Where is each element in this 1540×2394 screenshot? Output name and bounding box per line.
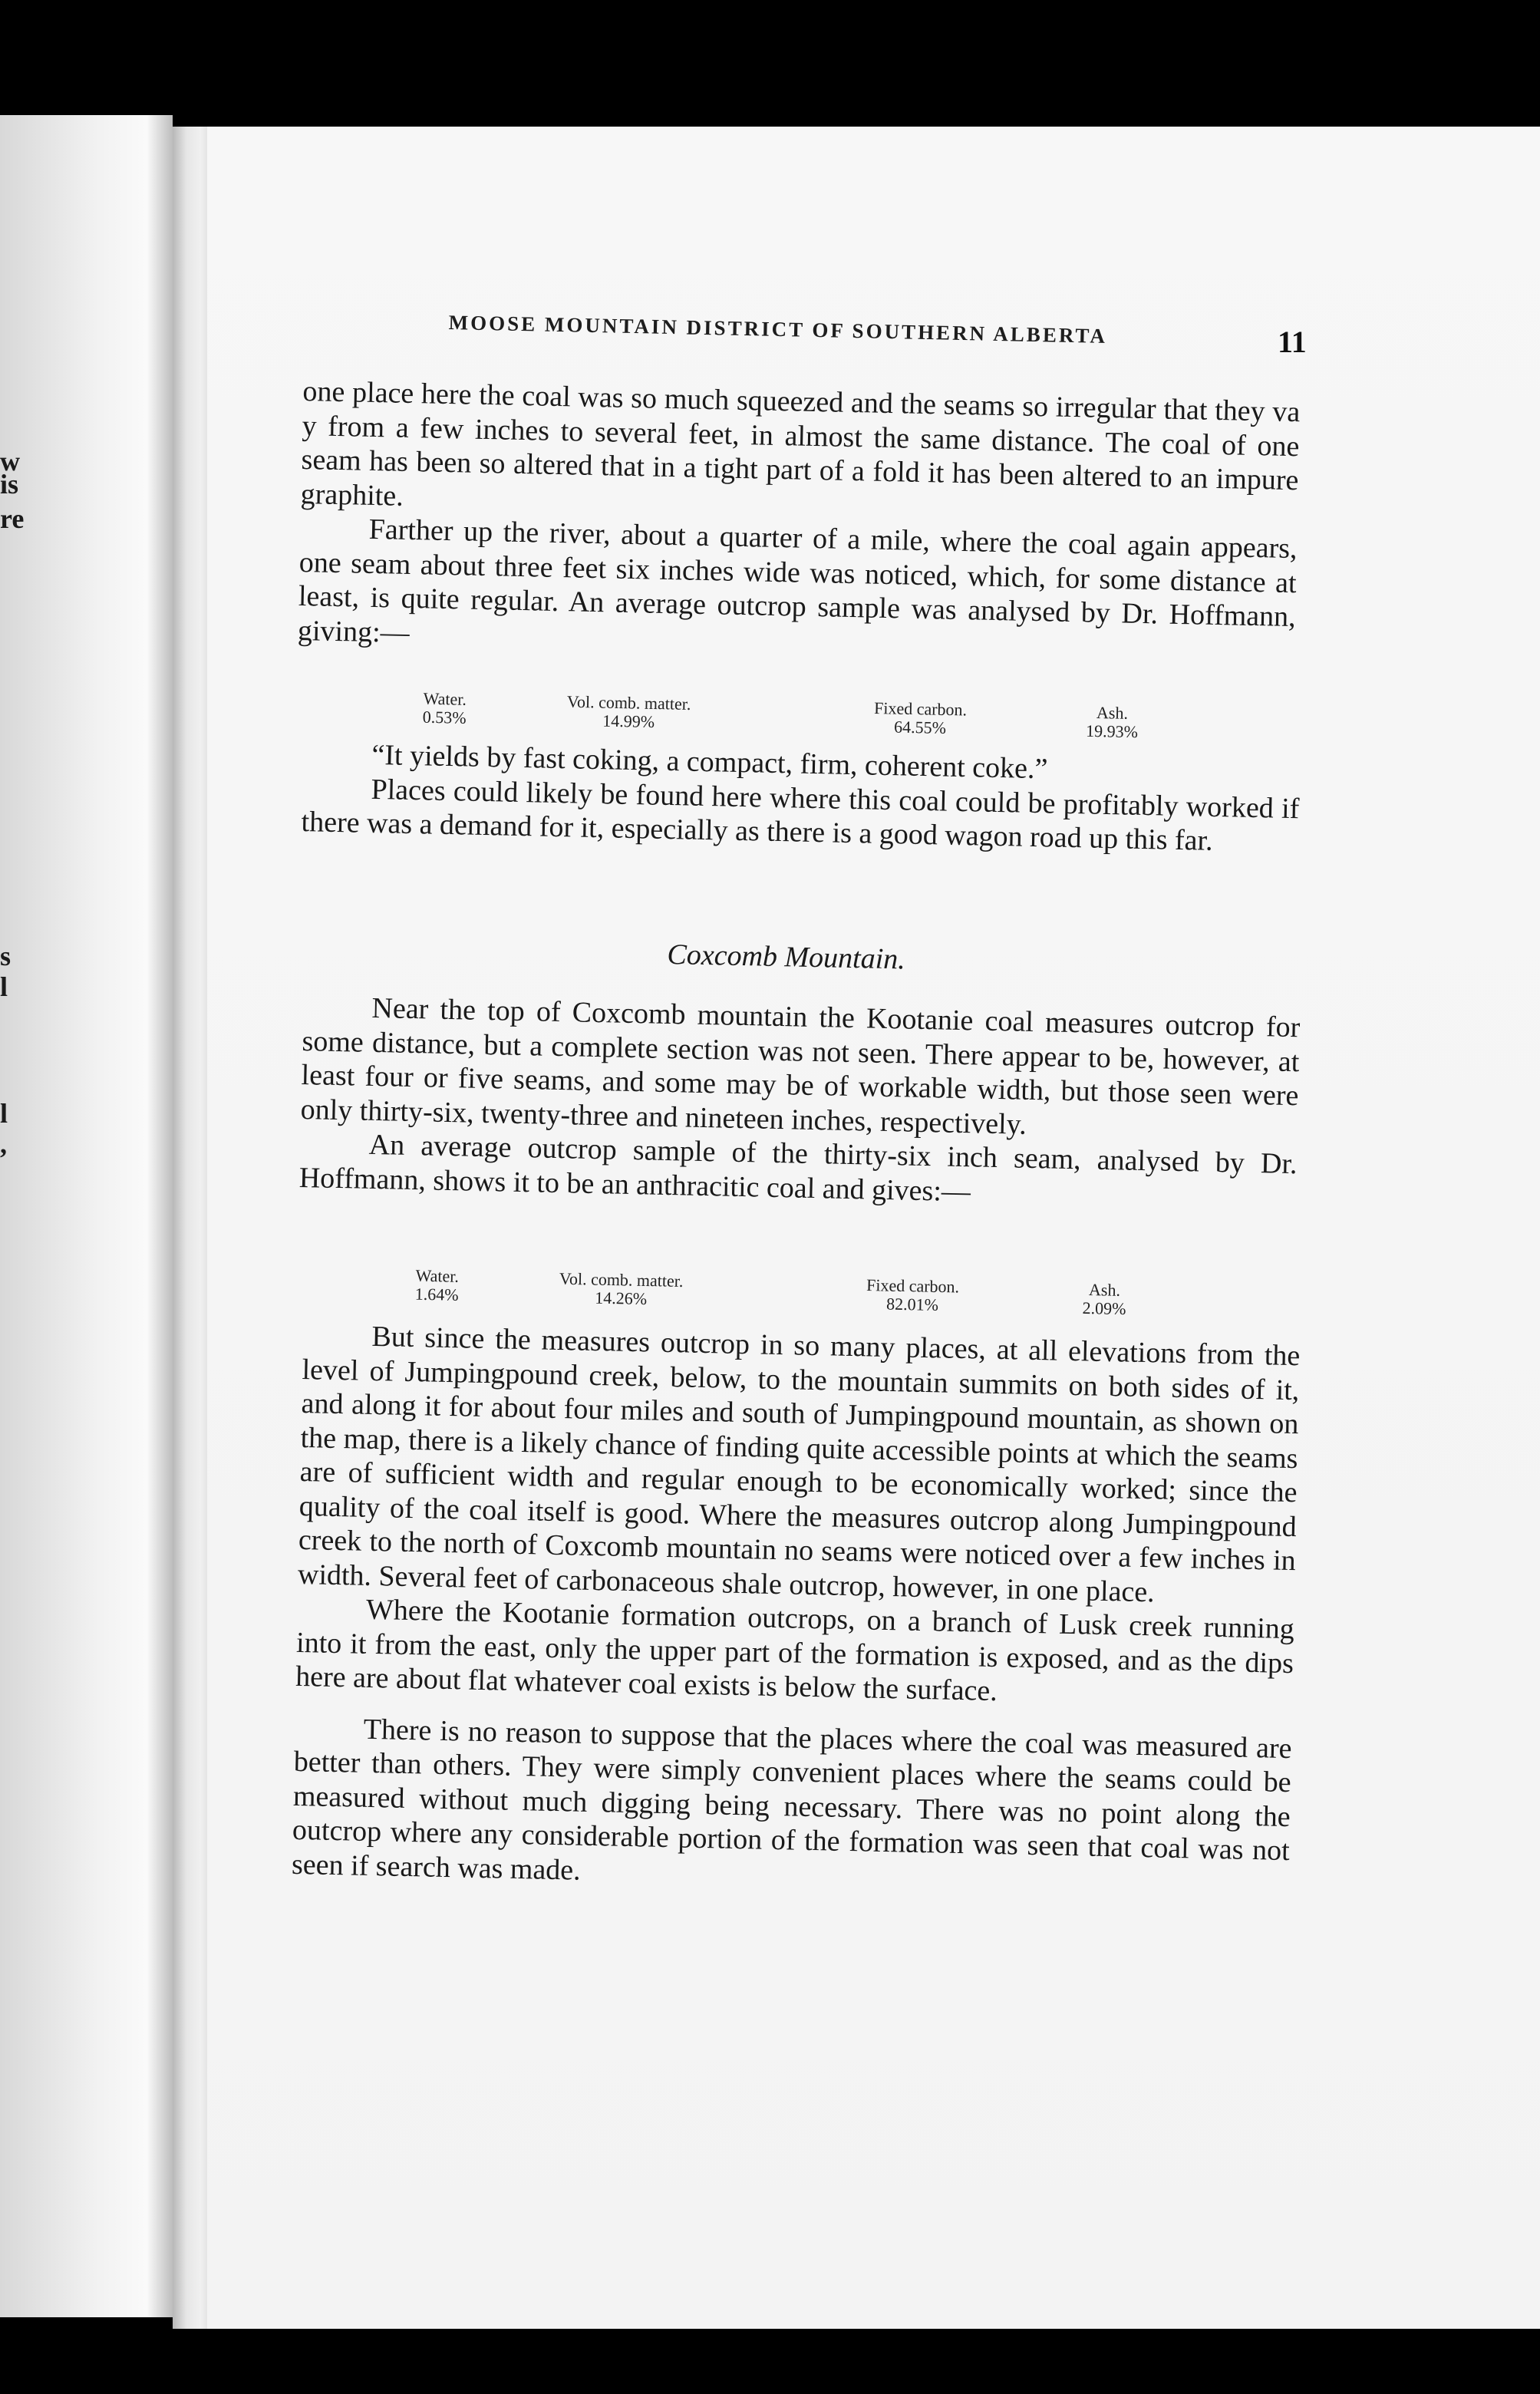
left-page-text-fragments [0, 115, 31, 2317]
analysis-value: 19.93% [1085, 721, 1139, 742]
paragraph: Places could likely be found here where this coal could be profitably worked if there was a demand for it, especially as there is a good wagon road up this far. [301, 773, 1300, 857]
paragraph: There is no reason to suppose that the places where the coal was measured are better than others. They were simply convenient places where the seams could be measured without much digging being necessary. There was no point along the outcrop where any considerable portion of the formation was seen that coal was not seen if search was made. [291, 1713, 1292, 1887]
left-fragment: s [0, 941, 12, 971]
text-block-bottom [292, 1318, 1301, 1902]
left-page [0, 115, 173, 2317]
analysis-column-vol [521, 691, 737, 733]
analysis-column-fixed [828, 698, 1013, 739]
running-header: MOOSE MOUNTAIN DISTRICT OF SOUTHERN ALBERTA [448, 311, 1108, 348]
analysis-value: 64.55% [893, 717, 947, 737]
analysis-value: 2.09% [1082, 1298, 1126, 1319]
analysis-label: Water. [423, 688, 467, 709]
analysis-label: Water. [415, 1265, 460, 1286]
paragraph: Farther up the river, about a quarter of a mile, where the coal again appears, one seam about three feet six inches wide was noticed, which, for some distance at least, is quite regular. An average outcrop sample was analysed by Dr. Hoffmann, giving:— [297, 513, 1298, 649]
analysis-value: 14.26% [595, 1288, 648, 1308]
analysis-column-fixed [820, 1275, 1005, 1316]
left-fragment: , [0, 1129, 7, 1159]
analysis-column-ash [1058, 703, 1166, 742]
analysis-label: Fixed carbon. [873, 697, 968, 720]
text-block-top [298, 374, 1301, 668]
left-fragment: is [0, 469, 19, 500]
paragraph: “It yields by fast coking, a compact, firm, coherent coke.” [371, 738, 1048, 786]
analysis-column-ash [1050, 1280, 1159, 1319]
paragraph: An average outcrop sample of the thirty-six inch seam, analysed by Dr. Hoffmann, shows it to be an anthracitic coal and gives:— [298, 1128, 1298, 1208]
text-block-middle [301, 737, 1301, 860]
analysis-column-water [398, 689, 491, 728]
analysis-value: 82.01% [885, 1294, 939, 1314]
paragraph: Where the Kootanie formation outcrops, on a branch of Lusk creek running into it from the east, only the upper part of the formation is exposed, and as the dips here are about flat whatever coal exists is below the surface. [295, 1593, 1295, 1708]
paragraph: one place here the coal was so much squeezed and the seams so irregular that they va y from a few inches to several feet, in almost the same distance. The coal of one seam has been so altered that in a tight part of a fold it has been altered to an impure graphite. [300, 374, 1301, 513]
analysis-column-vol [513, 1268, 729, 1310]
analysis-label: Vol. comb. matter. [566, 691, 691, 714]
analysis-label: Fixed carbon. [866, 1274, 960, 1297]
section-title: Coxcomb Mountain. [667, 938, 906, 976]
analysis-value: 14.99% [602, 711, 655, 731]
left-fragment: re [0, 503, 25, 534]
analysis-label: Vol. comb. matter. [559, 1268, 684, 1291]
paragraph: Near the top of Coxcomb mountain the Kootanie coal measures outcrop for some distance, but a complete section was not seen. There appear to be, however, at least four or five seams, and some may be of workable width, but those seen were only thirty-six, twenty-three and nineteen inches, respectively. [300, 991, 1301, 1141]
analysis-column-water [391, 1266, 483, 1305]
left-fragment: w [0, 446, 20, 476]
left-fragment: l [0, 1098, 8, 1129]
text-block-coxcomb [298, 990, 1300, 1215]
page-number: 11 [1278, 325, 1307, 359]
analysis-value: 0.53% [422, 707, 467, 727]
left-fragment: l [0, 971, 8, 1002]
analysis-label: Ash. [1096, 703, 1129, 723]
paragraph: But since the measures outcrop in so many places, at all elevations from the level of Jumpingpound creek, below, to the mountain summits on both sides of it, and along it for about four miles and south of Jumpingpound mountain, as shown on the map, there is a likely chance of finding quite accessible points at which the seams are of sufficient width and regular enough to be economically worked; since the quality of the coal itself is good. Where the measures outcrop along Jumpingpound creek to the north of Coxcomb mountain no seams were noticed over a few inches in width. Several feet of carbonaceous shale outcrop, however, in one place. [297, 1320, 1301, 1608]
analysis-label: Ash. [1088, 1280, 1121, 1300]
analysis-value: 1.64% [414, 1284, 459, 1304]
